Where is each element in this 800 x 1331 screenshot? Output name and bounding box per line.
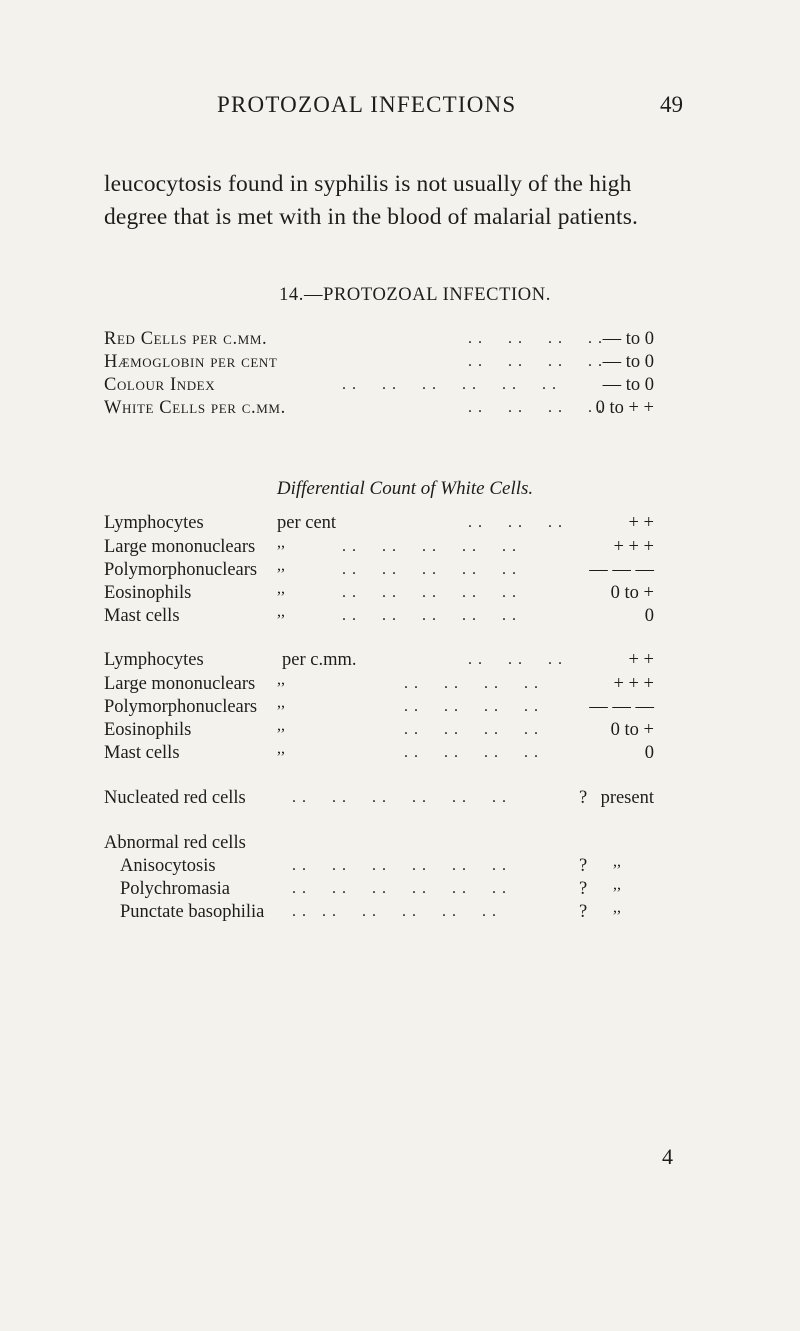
general-label: White Cells per c.mm. xyxy=(104,398,286,418)
abnormal-label: Polychromasia xyxy=(120,879,230,899)
general-value: — to 0 xyxy=(602,329,654,349)
leader-dots: . . . . . . . . xyxy=(468,399,603,416)
leader-dots: . . . . . . xyxy=(468,514,563,531)
abnormal-heading: Abnormal red cells xyxy=(104,833,246,853)
ditto-mark: ,, xyxy=(277,603,285,620)
cell-type-label: Lymphocytes xyxy=(104,513,204,533)
nucleated-label: Nucleated red cells xyxy=(104,788,246,808)
cell-type-label: Large mononuclears xyxy=(104,674,256,694)
ditto-mark: ,, xyxy=(277,694,285,711)
leader-dots: . . . . . . . . xyxy=(468,353,603,370)
ditto-mark: ,, xyxy=(277,717,285,734)
abnormal-label: Anisocytosis xyxy=(120,856,216,876)
cell-value: 0 to + xyxy=(610,720,654,740)
leader-dots: . . . . . . . . . . . . xyxy=(292,857,507,874)
leader-dots: . . . . . . . . . . . . xyxy=(292,903,497,920)
nucleated-value: present xyxy=(600,788,654,808)
ditto-mark: ,, xyxy=(277,534,285,551)
ditto-mark: ,, xyxy=(613,876,621,893)
general-label: Hæmoglobin per cent xyxy=(104,352,278,372)
cell-value: + + xyxy=(628,513,654,533)
cell-value: 0 xyxy=(644,743,654,763)
cell-value: + + + xyxy=(613,674,654,694)
leader-dots: . . . . . . xyxy=(468,651,563,668)
percent-row xyxy=(0,510,800,536)
ditto-mark: ,, xyxy=(613,899,621,916)
leader-dots: . . . . . . . . . . xyxy=(342,607,517,624)
general-label: Colour Index xyxy=(104,375,216,395)
cell-type-label: Polymorphonuclears xyxy=(104,697,258,717)
cell-type-label: Polymorphonuclears xyxy=(104,560,258,580)
general-value: — to 0 xyxy=(602,375,654,395)
leader-dots: . . . . . . . . xyxy=(468,330,603,347)
nucleated-row xyxy=(0,785,800,811)
abnormal-label: Punctate basophilia xyxy=(120,902,265,922)
leader-dots: . . . . . . . . xyxy=(404,698,539,715)
query-mark: ? xyxy=(579,879,588,899)
query-mark: ? xyxy=(579,902,588,922)
cell-value: + + + xyxy=(613,537,654,557)
percent-row xyxy=(0,603,800,629)
intro-paragraph: leucocytosis found in syphilis is not usually of the high degree that is met with in the blood of malarial patients. xyxy=(104,171,639,230)
cell-value: + + xyxy=(628,650,654,670)
differential-heading: Differential Count of White Cells. xyxy=(276,478,534,499)
page-number: 49 xyxy=(660,92,683,117)
leader-dots: . . . . . . . . xyxy=(404,721,539,738)
cell-type-label: Mast cells xyxy=(104,606,180,626)
leader-dots: . . . . . . . . . . xyxy=(342,561,517,578)
cell-value: 0 to + xyxy=(610,583,654,603)
cell-type-label: Large mononuclears xyxy=(104,537,256,557)
query-mark: ? xyxy=(579,856,588,876)
cmm-row xyxy=(0,740,800,766)
leader-dots: . . . . . . . . xyxy=(404,744,539,761)
running-head xyxy=(0,92,800,132)
leader-dots: . . . . . . . . xyxy=(404,675,539,692)
ditto-mark: ,, xyxy=(277,557,285,574)
query-mark: ? xyxy=(579,788,588,808)
leader-dots: . . . . . . . . . . . . xyxy=(342,376,557,393)
leader-dots: . . . . . . . . . . xyxy=(342,538,517,555)
section-title: 14.—PROTOZOAL INFECTION. xyxy=(279,285,551,305)
leader-dots: . . . . . . . . . . . . xyxy=(292,880,507,897)
general-row xyxy=(0,395,800,421)
cell-type-label: Eosinophils xyxy=(104,720,192,740)
ditto-mark: ,, xyxy=(277,671,285,688)
general-value: 0 to + + xyxy=(595,398,654,418)
cell-value: 0 xyxy=(644,606,654,626)
cell-type-label: Mast cells xyxy=(104,743,180,763)
cell-type-label: Eosinophils xyxy=(104,583,192,603)
cell-value: — — — xyxy=(589,560,654,580)
running-head-title: PROTOZOAL INFECTIONS xyxy=(217,92,517,117)
general-value: — to 0 xyxy=(602,352,654,372)
ditto-mark: ,, xyxy=(277,740,285,757)
unit-label: per c.mm. xyxy=(282,650,357,670)
ditto-mark: ,, xyxy=(613,853,621,870)
leader-dots: . . . . . . . . . . . . xyxy=(292,789,507,806)
signature-mark: 4 xyxy=(662,1144,673,1169)
cell-type-label: Lymphocytes xyxy=(104,650,204,670)
ditto-mark: ,, xyxy=(277,580,285,597)
abnormal-row xyxy=(0,899,800,925)
cell-value: — — — xyxy=(589,697,654,717)
unit-label: per cent xyxy=(277,513,337,533)
cmm-row xyxy=(0,647,800,673)
leader-dots: . . . . . . . . . . xyxy=(342,584,517,601)
general-label: Red Cells per c.mm. xyxy=(104,329,268,349)
